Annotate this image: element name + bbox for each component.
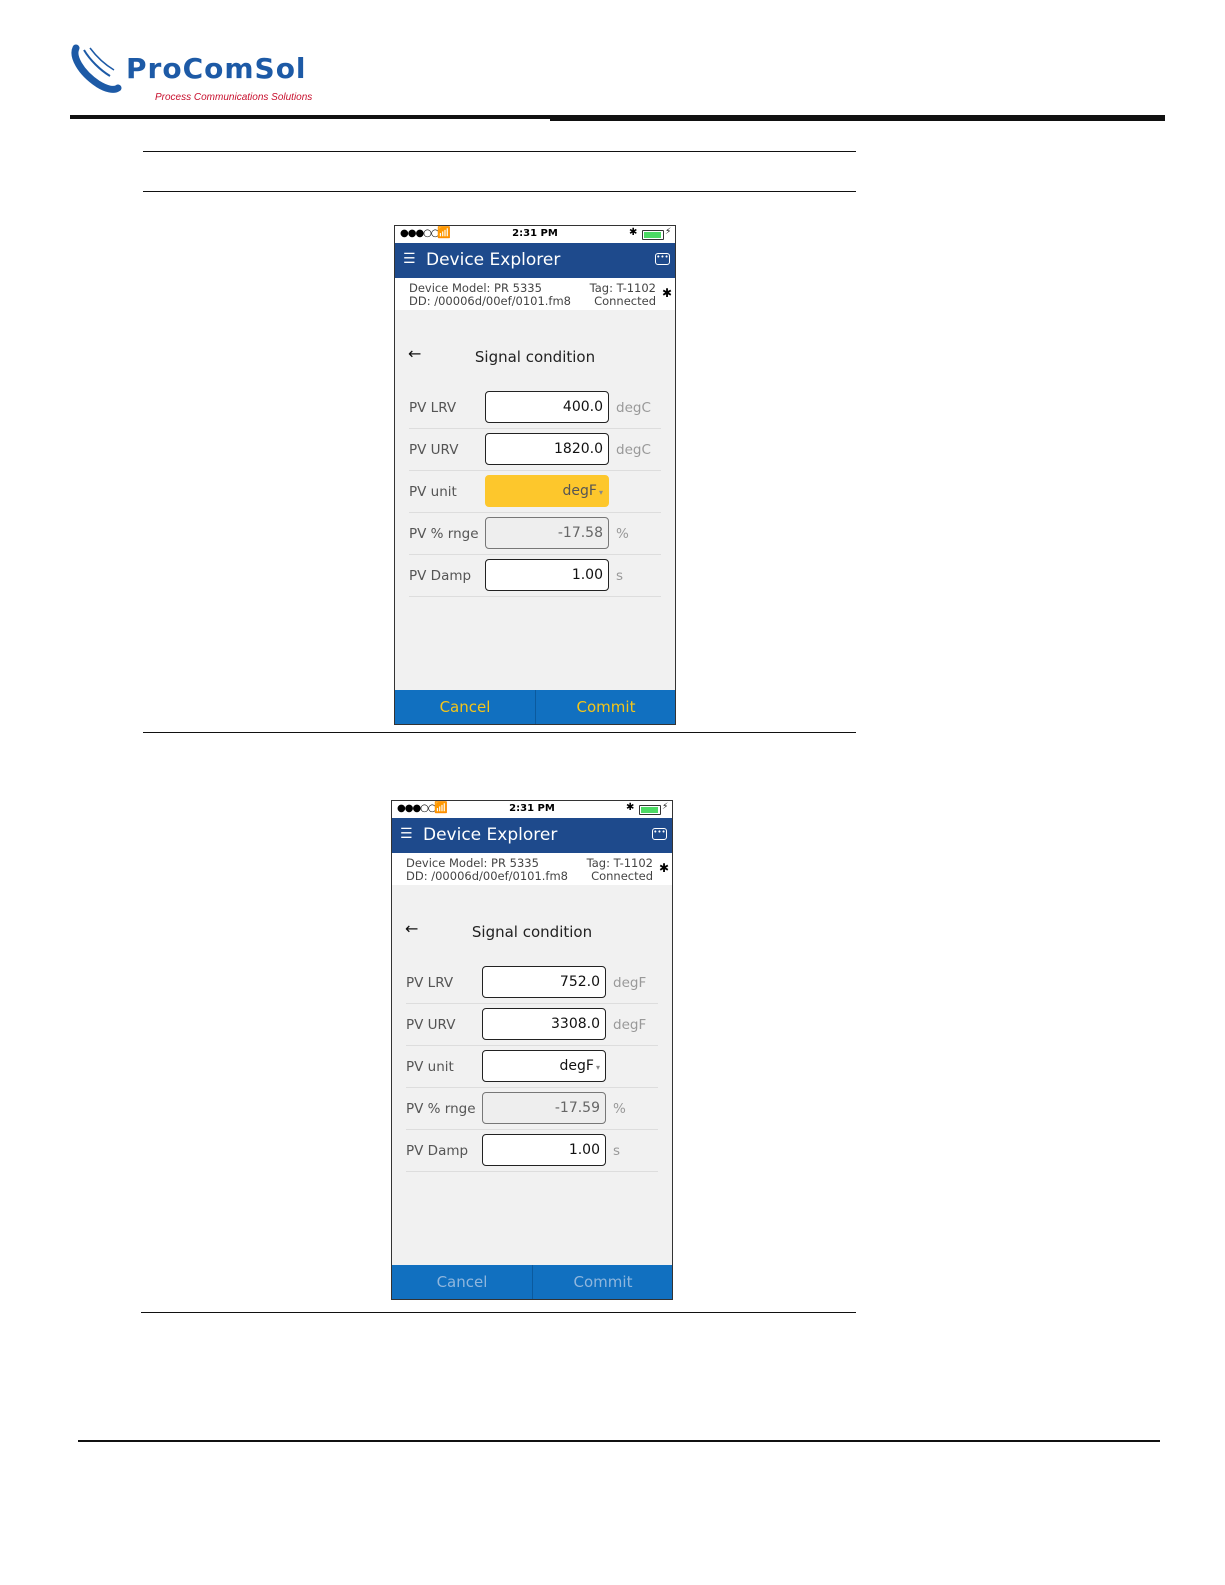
commit-button[interactable]: Commit bbox=[576, 698, 636, 716]
dropdown-caret-icon: ▾ bbox=[595, 1063, 600, 1072]
charging-icon: ⚡ bbox=[662, 802, 669, 812]
phone-screenshot-before bbox=[394, 225, 676, 725]
cancel-button[interactable]: Cancel bbox=[436, 1273, 488, 1291]
signal-icon: ●●●○○ bbox=[397, 803, 436, 814]
connection-status: Connected bbox=[594, 294, 656, 308]
field-row-pv-unit bbox=[406, 1045, 658, 1088]
commit-button[interactable]: Commit bbox=[573, 1273, 633, 1291]
status-time: 2:31 PM bbox=[509, 803, 555, 814]
action-bar bbox=[392, 1265, 672, 1299]
table-rule bbox=[143, 732, 856, 733]
field-unit: degF bbox=[613, 1017, 647, 1033]
footer-rule bbox=[78, 1440, 1160, 1442]
phone-handset-icon bbox=[70, 42, 126, 94]
field-label: PV % rnge bbox=[409, 526, 479, 542]
bluetooth-icon: ✱ bbox=[658, 861, 669, 875]
header-rule-thick bbox=[550, 115, 1165, 121]
field-label: PV unit bbox=[406, 1059, 454, 1075]
field-label: PV % rnge bbox=[406, 1101, 476, 1117]
device-tag: Tag: T-1102 bbox=[586, 856, 653, 870]
device-tag: Tag: T-1102 bbox=[589, 281, 656, 295]
menu-icon[interactable]: ☰ bbox=[400, 826, 413, 842]
table-rule bbox=[141, 1312, 856, 1313]
field-unit: % bbox=[613, 1101, 626, 1117]
connection-status: Connected bbox=[591, 869, 653, 883]
logo-wordmark: ProComSol bbox=[126, 52, 307, 85]
field-label: PV Damp bbox=[406, 1143, 469, 1159]
select-value: degF bbox=[559, 1058, 594, 1074]
bluetooth-icon: ✱ bbox=[629, 227, 638, 238]
dropdown-caret-icon: ▾ bbox=[598, 488, 603, 497]
field-label: PV URV bbox=[406, 1017, 456, 1033]
battery-icon bbox=[642, 230, 664, 240]
select-value: degF bbox=[562, 483, 597, 499]
wifi-icon: 📶 bbox=[434, 801, 448, 814]
field-row-pv-urv bbox=[406, 1003, 658, 1046]
back-arrow-icon[interactable]: ← bbox=[408, 344, 422, 363]
message-icon[interactable]: ••• bbox=[655, 253, 670, 265]
action-bar bbox=[395, 690, 675, 724]
field-row-pv-damp bbox=[409, 554, 661, 597]
pv-unit-select[interactable] bbox=[485, 475, 609, 507]
field-unit: degF bbox=[613, 975, 647, 991]
field-row-pv-lrv bbox=[409, 386, 661, 429]
device-info bbox=[392, 853, 672, 885]
page-title: Signal condition bbox=[474, 348, 596, 366]
menu-icon[interactable]: ☰ bbox=[403, 251, 416, 267]
cancel-button[interactable]: Cancel bbox=[439, 698, 491, 716]
charging-icon: ⚡ bbox=[665, 227, 672, 237]
logo-tagline: Process Communications Solutions bbox=[155, 92, 313, 103]
procomsol-logo bbox=[70, 40, 370, 110]
back-arrow-icon[interactable]: ← bbox=[405, 919, 419, 938]
nav-bar bbox=[395, 243, 675, 278]
field-label: PV LRV bbox=[406, 975, 454, 991]
device-model: Device Model: PR 5335 bbox=[409, 281, 542, 295]
field-unit: % bbox=[616, 526, 629, 542]
pv-damp-input[interactable]: 1.00 bbox=[482, 1134, 606, 1166]
page-title: Signal condition bbox=[471, 923, 593, 941]
table-rule bbox=[143, 191, 856, 192]
field-unit: s bbox=[613, 1143, 621, 1159]
app-title: Device Explorer bbox=[426, 250, 561, 270]
phone-screenshot-after bbox=[391, 800, 673, 1300]
device-info bbox=[395, 278, 675, 310]
bluetooth-icon: ✱ bbox=[661, 286, 672, 300]
device-dd: DD: /00006d/00ef/0101.fm8 bbox=[406, 869, 568, 883]
device-model: Device Model: PR 5335 bbox=[406, 856, 539, 870]
status-bar bbox=[392, 801, 672, 818]
pv-range-value: -17.59 bbox=[482, 1092, 606, 1124]
pv-unit-select[interactable] bbox=[482, 1050, 606, 1082]
table-rule bbox=[143, 151, 856, 152]
nav-bar bbox=[392, 818, 672, 853]
bluetooth-icon: ✱ bbox=[626, 802, 635, 813]
battery-icon bbox=[639, 805, 661, 815]
device-dd: DD: /00006d/00ef/0101.fm8 bbox=[409, 294, 571, 308]
field-row-pv-range bbox=[409, 512, 661, 555]
status-bar bbox=[395, 226, 675, 243]
field-unit: degC bbox=[616, 400, 651, 416]
header-rule bbox=[70, 115, 550, 119]
field-label: PV URV bbox=[409, 442, 459, 458]
pv-lrv-input[interactable]: 400.0 bbox=[485, 391, 609, 423]
pv-urv-input[interactable]: 1820.0 bbox=[485, 433, 609, 465]
field-row-pv-range bbox=[406, 1087, 658, 1130]
field-row-pv-damp bbox=[406, 1129, 658, 1172]
pv-damp-input[interactable]: 1.00 bbox=[485, 559, 609, 591]
app-title: Device Explorer bbox=[423, 825, 558, 845]
field-label: PV Damp bbox=[409, 568, 472, 584]
field-label: PV unit bbox=[409, 484, 457, 500]
field-row-pv-urv bbox=[409, 428, 661, 471]
status-time: 2:31 PM bbox=[512, 228, 558, 239]
message-icon[interactable]: ••• bbox=[652, 828, 667, 840]
signal-icon: ●●●○○ bbox=[400, 228, 439, 239]
field-label: PV LRV bbox=[409, 400, 457, 416]
wifi-icon: 📶 bbox=[437, 226, 451, 239]
field-row-pv-lrv bbox=[406, 961, 658, 1004]
field-unit: s bbox=[616, 568, 624, 584]
field-unit: degC bbox=[616, 442, 651, 458]
pv-range-value: -17.58 bbox=[485, 517, 609, 549]
pv-urv-input[interactable]: 3308.0 bbox=[482, 1008, 606, 1040]
field-row-pv-unit bbox=[409, 470, 661, 513]
pv-lrv-input[interactable]: 752.0 bbox=[482, 966, 606, 998]
